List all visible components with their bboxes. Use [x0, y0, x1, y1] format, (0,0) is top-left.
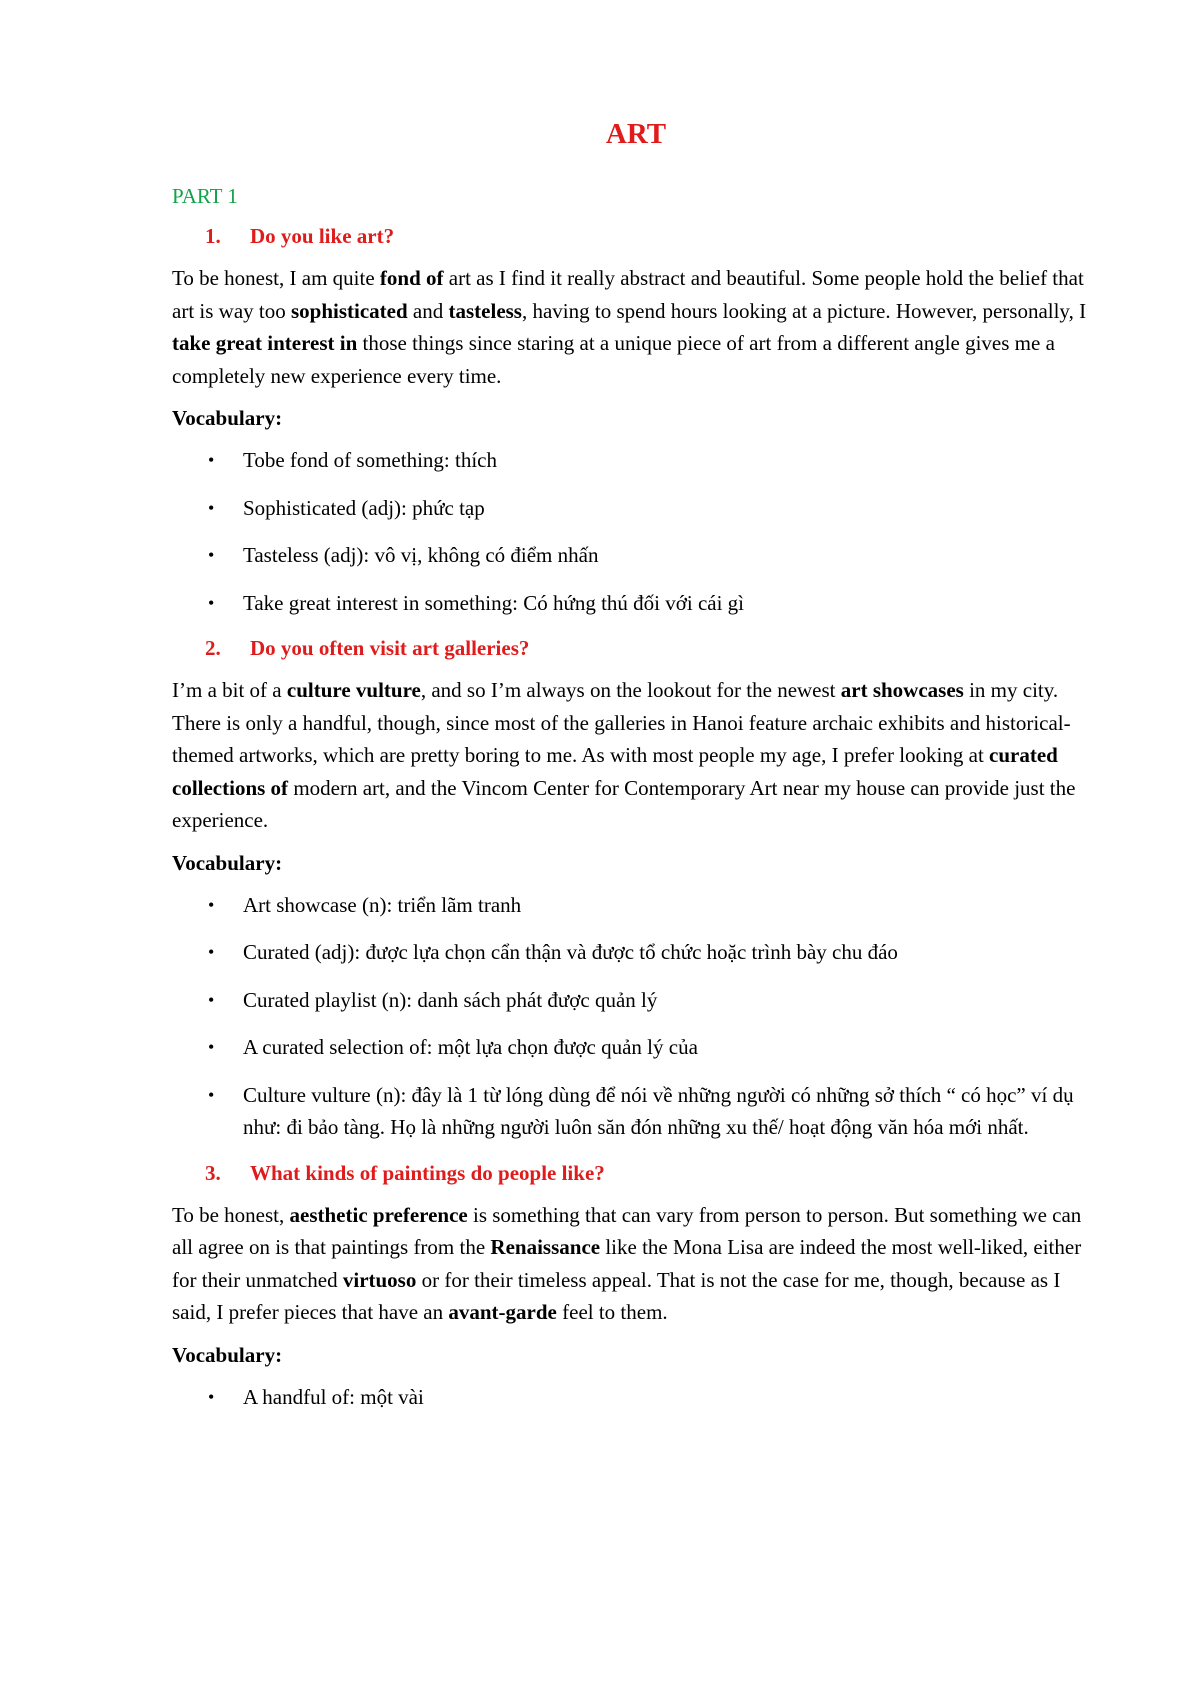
bullet-icon: •: [208, 497, 215, 518]
bold-term: art showcases: [840, 678, 964, 702]
bullet-icon: •: [208, 450, 215, 470]
answer-text: and: [407, 298, 449, 323]
answer-text: modern art, and the Vincom Center for Contemporary Art near my house can provide just the experience.: [172, 775, 1076, 832]
bullet-icon: •: [208, 1084, 215, 1105]
vocabulary-item: • Take great interest in something: Có hứng thú đối với cái gì: [172, 587, 1090, 620]
vocabulary-item: • A curated selection of: một lựa chọn được quản lý của: [172, 1031, 1090, 1064]
section-3: [172, 1159, 1090, 1414]
vocabulary-list: [172, 889, 1090, 1144]
bullet-icon: •: [208, 942, 215, 962]
section-1: [172, 222, 1090, 619]
bullet-icon: •: [208, 545, 215, 565]
question-text: Do you often visit art galleries?: [250, 636, 530, 660]
bold-term: virtuoso: [342, 1267, 417, 1292]
bold-term: curated collections of: [172, 743, 1058, 800]
question-number: 1.: [205, 224, 221, 248]
answer-text: art as I find it really abstract and beautiful. Some people hold the belief that art is way too: [172, 266, 1084, 323]
vocabulary-label: Vocabulary:: [172, 850, 283, 875]
bullet-icon: •: [208, 894, 215, 915]
vocabulary-label: Vocabulary:: [172, 406, 283, 430]
bullet-icon: •: [208, 1386, 215, 1407]
bullet-icon: •: [208, 989, 215, 1010]
question-heading: [205, 222, 1090, 250]
answer-text: or for their timeless appeal. That is not the case for me, though, because as I said, I prefer pieces that have an: [172, 1267, 1061, 1324]
answer-text: , having to spend hours looking at a picture. However, personally, I: [521, 298, 1087, 323]
answer-text: those things since staring at a unique piece of art from a different angle gives me a completely new experience every time.: [172, 331, 1055, 388]
answer-text: feel to them.: [556, 1300, 668, 1324]
part-label: PART 1: [172, 184, 238, 208]
question-number: 3.: [205, 1160, 221, 1185]
bold-term: aesthetic preference: [289, 1202, 468, 1227]
bold-term: Renaissance: [490, 1235, 601, 1259]
question-number: 2.: [205, 636, 221, 660]
vocabulary-item: • Curated (adj): được lựa chọn cẩn thận và được tổ chức hoặc trình bày chu đáo: [172, 936, 1090, 969]
answer-text: is something that can vary from person to person. But something we can all agree on is that paintings from the: [172, 1202, 1082, 1259]
answer-paragraph: [172, 674, 1090, 837]
bold-term: culture vulture: [286, 678, 421, 702]
question-heading: [205, 1159, 1090, 1187]
vocabulary-item: • Sophisticated (adj): phức tạp: [172, 492, 1090, 525]
bold-term: sophisticated: [290, 298, 408, 323]
answer-text: To be honest,: [172, 1202, 290, 1227]
vocabulary-item: • Culture vulture (n): đây là 1 từ lóng dùng để nói về những người có những sở thích “ có học” ví dụ như: đi bảo tàng. Họ là những người luôn săn đón những xu thế/ hoạt động văn hóa mới nhất.: [172, 1079, 1090, 1144]
question-text: Do you like art?: [250, 224, 395, 248]
answer-text: I’m a bit of a: [172, 678, 287, 702]
vocabulary-label: Vocabulary:: [172, 1342, 283, 1367]
answer-paragraph: [172, 1199, 1090, 1329]
answer-text: like the Mona Lisa are indeed the most well-liked, either for their unmatched: [172, 1235, 1082, 1292]
document-title: ART: [605, 118, 667, 150]
bold-term: avant-garde: [448, 1300, 557, 1324]
bold-term: tasteless: [448, 298, 522, 323]
answer-text: , and so I’m always on the lookout for the newest: [420, 678, 841, 702]
vocabulary-item: • A handful of: một vài: [172, 1381, 1090, 1414]
bullet-icon: •: [208, 1037, 215, 1057]
answer-text: To be honest, I am quite: [172, 266, 380, 290]
question-heading: [205, 634, 1090, 662]
bold-term: fond of: [379, 266, 444, 290]
vocabulary-list: [172, 444, 1090, 619]
answer-paragraph: [172, 262, 1090, 392]
question-text: What kinds of paintings do people like?: [250, 1160, 605, 1185]
vocabulary-item: • Art showcase (n): triển lãm tranh: [172, 889, 1090, 922]
bold-term: take great interest in: [172, 331, 358, 355]
section-2: [172, 634, 1090, 1144]
vocabulary-item: • Curated playlist (n): danh sách phát được quản lý: [172, 984, 1090, 1017]
vocabulary-list: [172, 1381, 1090, 1414]
answer-text: in my city. There is only a handful, though, since most of the galleries in Hanoi feature archaic exhibits and historical-themed artworks, which are pretty boring to me. As with most people my age, I prefer looking at: [172, 678, 1071, 767]
bullet-icon: •: [208, 592, 215, 613]
vocabulary-item: • Tobe fond of something: thích: [172, 444, 1090, 477]
vocabulary-item: • Tasteless (adj): vô vị, không có điểm nhấn: [172, 539, 1090, 572]
